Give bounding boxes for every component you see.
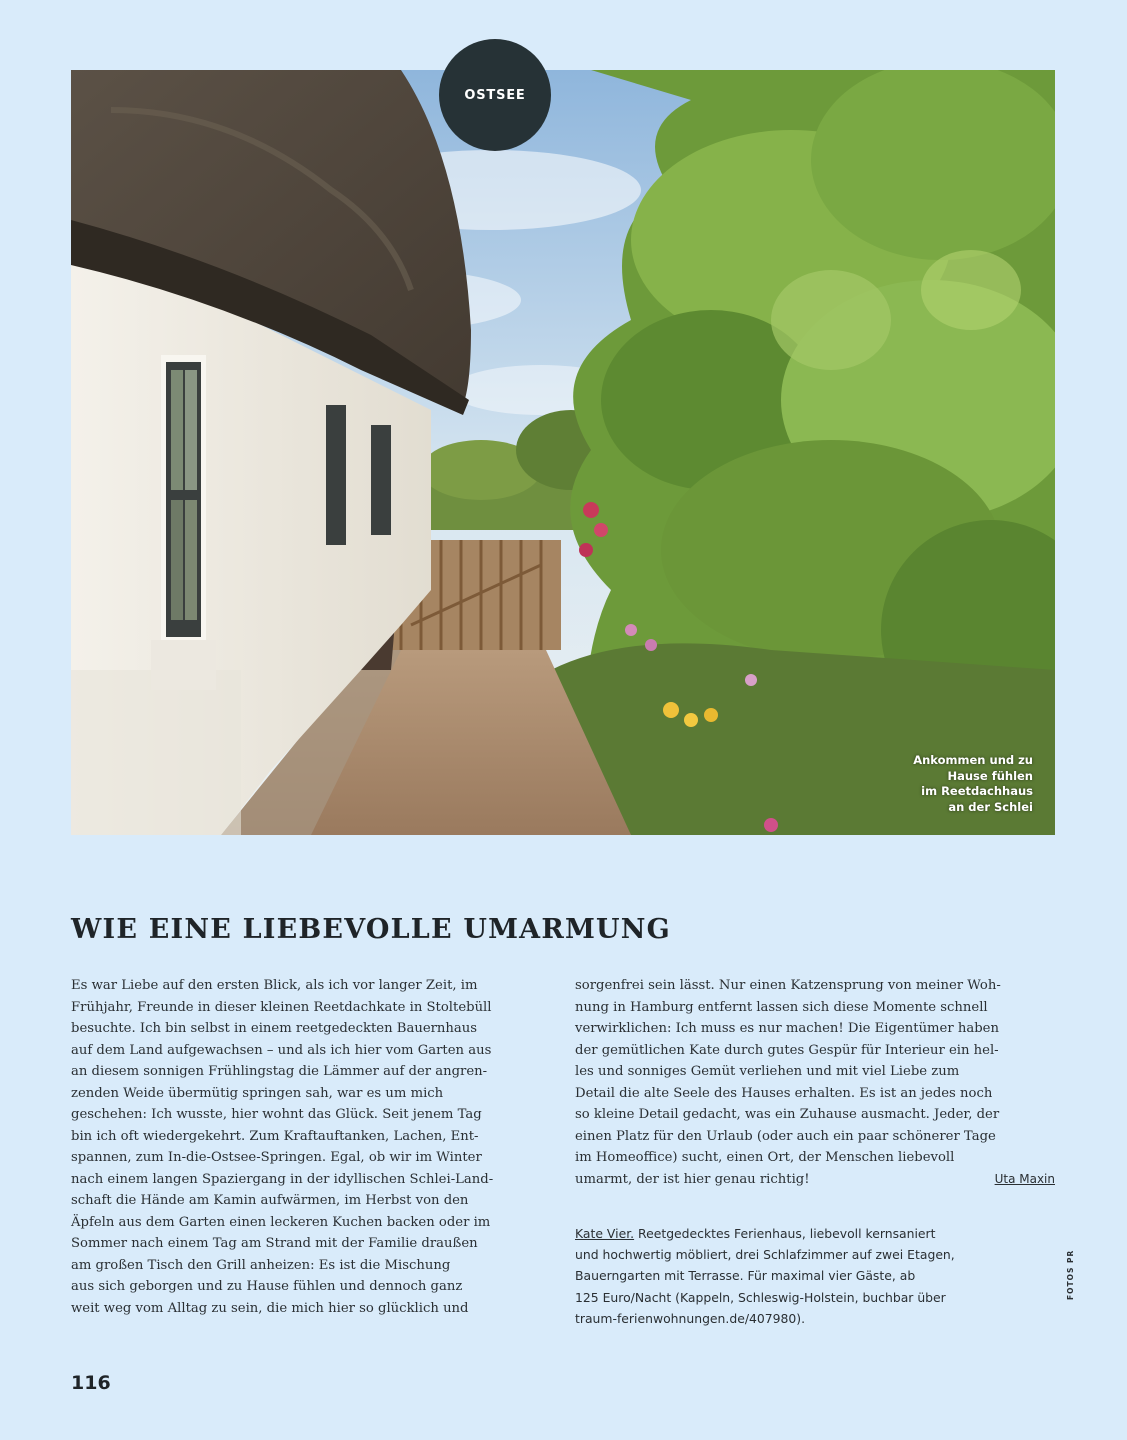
- photo-credit: FOTOS PR: [1066, 1249, 1075, 1300]
- text-line: umarmt, der ist hier genau richtig!: [575, 1171, 810, 1187]
- author-name: Uta Maxin: [994, 1171, 1055, 1186]
- text-line: einen Platz für den Urlaub (oder auch ein paar schönerer Tage: [575, 1128, 996, 1144]
- article-photo: [71, 70, 1055, 835]
- info-line: 125 Euro/Nacht (Kappeln, Schleswig-Holstein, buchbar über: [575, 1289, 946, 1305]
- caption-line: im Reetdachhaus: [921, 784, 1033, 798]
- text-line: nach einem langen Spaziergang in der idyllischen Schlei-Land-: [71, 1171, 494, 1187]
- closing-line: [575, 1169, 1055, 1191]
- caption-line: Ankommen und zu: [913, 753, 1033, 767]
- text-line: Sommer nach einem Tag am Strand mit der Familie draußen: [71, 1236, 478, 1251]
- info-title: Kate Vier.: [575, 1226, 635, 1241]
- text-line: verwirklichen: Ich muss es nur machen! Die Eigentümer haben: [575, 1021, 999, 1036]
- text-line: Detail die alte Seele des Hauses erhalten. Es ist an jedes noch: [575, 1085, 993, 1101]
- text-line: nung in Hamburg entfernt lassen sich diese Momente schnell: [575, 999, 988, 1015]
- article-column-right: [575, 975, 1055, 1190]
- info-text: Reetgedecktes Ferienhaus, liebevoll kernsaniert: [634, 1226, 936, 1241]
- text-line: geschehen: Ich wusste, hier wohnt das Glück. Seit jenem Tag: [71, 1107, 482, 1122]
- text-line: les und sonniges Gemüt verliehen und mit viel Liebe zum: [575, 1064, 960, 1079]
- text-line: spannen, zum In-die-Ostsee-Springen. Egal, ob wir im Winter: [71, 1150, 482, 1165]
- info-line: und hochwertig möbliert, drei Schlafzimmer auf zwei Etagen,: [575, 1247, 955, 1263]
- thatched-cottage-photo: [71, 70, 1055, 835]
- photo-caption: [913, 753, 1033, 815]
- page-number: 116: [71, 1372, 111, 1394]
- article-headline: WIE EINE LIEBEVOLLE UMARMUNG: [71, 914, 671, 945]
- text-line: zenden Weide übermütig springen sah, war es um mich: [71, 1085, 444, 1101]
- info-line: traum-ferienwohnungen.de/407980).: [575, 1310, 806, 1326]
- info-line: [575, 1223, 955, 1244]
- text-line: aus sich geborgen und zu Hause fühlen und dennoch ganz: [71, 1279, 463, 1294]
- text-line: schaft die Hände am Kamin aufwärmen, im Herbst von den: [71, 1193, 469, 1208]
- info-line: Bauerngarten mit Terrasse. Für maximal vier Gäste, ab: [575, 1268, 916, 1284]
- text-line: Es war Liebe auf den ersten Blick, als ich vor langer Zeit, im: [71, 978, 478, 993]
- text-line: im Homeoffice) sucht, einen Ort, der Menschen liebevoll: [575, 1150, 955, 1165]
- info-box: [575, 1223, 955, 1329]
- caption-line: Hause fühlen: [947, 768, 1033, 783]
- text-line: sorgenfrei sein lässt. Nur einen Katzensprung von meiner Woh-: [575, 978, 1001, 993]
- article-column-left: [71, 975, 493, 1319]
- text-line: Frühjahr, Freunde in dieser kleinen Reetdachkate in Stoltebüll: [71, 999, 492, 1015]
- text-line: weit weg vom Alltag zu sein, die mich hier so glücklich und: [71, 1300, 469, 1316]
- section-label: OSTSEE: [464, 87, 526, 103]
- text-line: auf dem Land aufgewachsen – und als ich hier vom Garten aus: [71, 1042, 492, 1058]
- text-line: an diesem sonnigen Frühlingstag die Lämmer auf der angren-: [71, 1064, 488, 1079]
- text-line: Äpfeln aus dem Garten einen leckeren Kuchen backen oder im: [71, 1214, 491, 1230]
- text-line: am großen Tisch den Grill anheizen: Es ist die Mischung: [71, 1257, 451, 1273]
- caption-line: an der Schlei: [948, 799, 1033, 814]
- text-line: besuchte. Ich bin selbst in einem reetgedeckten Bauernhaus: [71, 1021, 478, 1036]
- section-badge: [439, 39, 551, 151]
- text-line: so kleine Detail gedacht, was ein Zuhause ausmacht. Jeder, der: [575, 1107, 1000, 1122]
- text-line: bin ich oft wiedergekehrt. Zum Kraftauftanken, Lachen, Ent-: [71, 1128, 479, 1144]
- text-line: der gemütlichen Kate durch gutes Gespür für Interieur ein hel-: [575, 1042, 999, 1058]
